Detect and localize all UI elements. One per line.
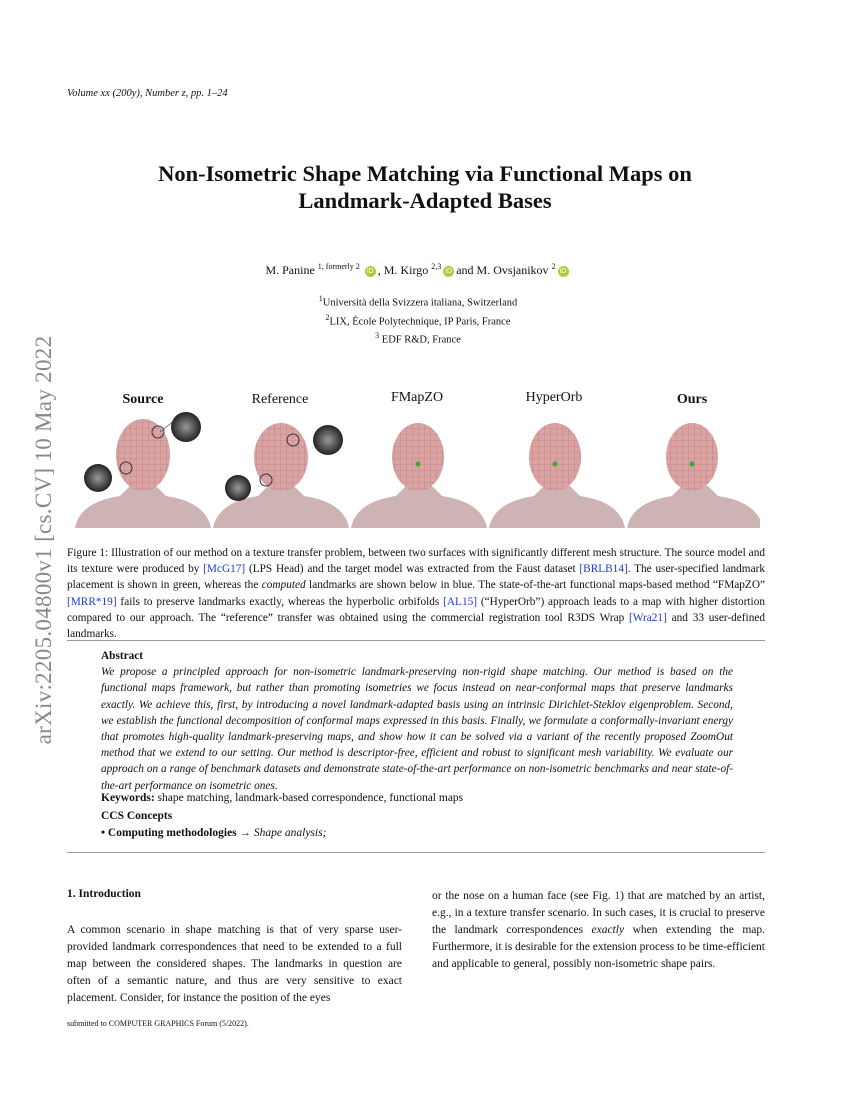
intro-text: ) that are matched by an artist, e.g., in a texture transfer scenario. In such cases, it is crucial to preserve the landmark correspondences — [432, 890, 766, 936]
abstract-text: We propose a principled approach for non-isometric landmark-preserving non-rigid shape matching. Our method is based on the functional maps framework, but rather than promoting isometries we focus instead on near-conformal maps that preserve landmarks exactly. We achieve this, first, by introducing a novel landmark-adapted basis using an intrinsic Dirichlet-Steklov eigenproblem. Second, we establish the functional decomposition of conformal maps expressed in this basis. Finally, we formulate a conformally-invariant energy that promotes high-quality landmark-preserving maps, and show how it can be solved via a variant of the recently proposed ZoomOut method that we extend to our setting. Our method is descriptor-free, efficient and robust to significant mesh variability. We evaluate our approach on a range of benchmark datasets and demonstrate state-of-the-art performance on non-isometric benchmarks and near state-of-the-art performance on isometric ones. — [101, 666, 733, 792]
abstract-heading: Abstract — [101, 650, 144, 662]
figure-caption — [67, 545, 765, 642]
head-reference — [213, 423, 349, 528]
paper-title — [0, 160, 850, 214]
ccs-heading: CCS Concepts — [101, 810, 173, 822]
caption-text: and 33 user-defined landmarks. — [67, 611, 766, 641]
author-sup: 1, formerly 2 — [317, 262, 360, 271]
citation-link[interactable]: [McG17] — [203, 563, 246, 576]
journal-header: Volume xx (200y), Number z, pp. 1–24 — [67, 88, 228, 99]
divider — [67, 640, 765, 641]
head-source — [75, 412, 211, 528]
caption-text: fails to preserve landmarks exactly, whereas the hyperbolic orbifolds — [116, 595, 444, 608]
aff-text: Università della Svizzera italiana, Switzerland — [322, 297, 518, 309]
affiliations — [0, 292, 836, 348]
caption-text: (“HyperOrb”) approach leads to a map with higher distortion compared to our approach. The “reference” transfer was obtained using the commercial registration tool R3DS Wrap — [67, 595, 765, 624]
section-heading: 1. Introduction — [67, 888, 141, 900]
citation-link[interactable]: [AL15] — [443, 595, 478, 608]
divider — [67, 852, 765, 853]
head-fmapzo — [351, 423, 487, 528]
keywords-text: shape matching, landmark-based correspondence, functional maps — [154, 792, 464, 804]
ccs-subject: Shape analysis; — [253, 827, 327, 839]
figure-1-heads — [70, 410, 760, 528]
figure-label-hyperorb: HyperOrb — [525, 390, 583, 405]
affiliation — [0, 329, 836, 348]
orcid-icon[interactable]: iD — [558, 266, 569, 277]
author-sup: 2,3 — [431, 262, 442, 271]
intro-right-column — [432, 888, 765, 973]
caption-text: landmarks are shown below in blue. The state-of-the-art functional maps-based method “FMapZO” — [305, 579, 765, 592]
figure-link[interactable]: 1 — [614, 890, 621, 902]
figure-label-fmapzo: FMapZO — [390, 390, 444, 405]
head-ours — [627, 423, 760, 528]
footer: submitted to COMPUTER GRAPHICS Forum (5/2022). — [67, 1019, 249, 1028]
ccs-item — [101, 827, 326, 839]
title-line: Non-Isometric Shape Matching via Functional Maps on — [158, 161, 692, 186]
intro-text: when extending the map. Furthermore, it is desirable for the extension process to be time-efficient and applicable to general, possibly non-isometric shape pairs. — [432, 924, 766, 970]
abstract — [101, 648, 733, 794]
arxiv-stamp: arXiv:2205.04800v1 [cs.CV] 10 May 2022 — [31, 335, 56, 745]
authors — [0, 262, 836, 278]
author-sup: 2 — [551, 262, 556, 271]
aff-sup: 3 — [375, 331, 380, 340]
caption-emphasis: computed — [261, 579, 306, 592]
citation-link[interactable]: [Wra21] — [629, 611, 667, 624]
figure-label-reference: Reference — [251, 392, 309, 407]
aff-text: LIX, École Polytechnique, IP Paris, France — [329, 316, 511, 327]
figure-label-source: Source — [122, 392, 164, 407]
citation-link[interactable]: [MRR*19] — [67, 595, 117, 608]
intro-left-column: A common scenario in shape matching is that of very sparse user-provided landmark correspondences that need to be extended to a full map between the considered shapes. The landmarks in question are often of a semantic nature, and thus are very sensitive to exact placement. Consider, for instance the position of the eyes — [67, 924, 402, 1004]
intro-emphasis: exactly — [591, 924, 625, 936]
aff-text: EDF R&D, France — [379, 334, 461, 346]
aff-sup: 1 — [318, 294, 323, 303]
affiliation — [0, 292, 836, 311]
aff-sup: 2 — [325, 312, 330, 322]
citation-link[interactable]: [BRLB14] — [579, 563, 628, 576]
ccs-category: • Computing methodologies — [101, 827, 237, 839]
caption-text: (LPS Head) and the target model was extracted from the Faust dataset — [245, 563, 580, 576]
caption-text: Figure 1: Illustration of our method on a texture transfer problem, between two surfaces with significantly different mesh structure. The source model and its texture were produced by — [67, 547, 765, 576]
intro-text: or the nose on a human face (see Fig. — [432, 890, 615, 902]
orcid-icon[interactable]: iD — [365, 266, 376, 277]
arrow-icon: → — [236, 827, 254, 839]
title-line: Landmark-Adapted Bases — [298, 188, 552, 213]
author-name: , M. Kirgo — [377, 263, 429, 277]
author-name: and M. Ovsjanikov — [456, 263, 549, 277]
figure-label-ours: Ours — [676, 392, 708, 407]
caption-text: . The user-specified landmark placement is shown in green, whereas the — [67, 563, 766, 592]
orcid-icon[interactable]: iD — [443, 266, 454, 277]
keywords-label: Keywords: — [101, 792, 155, 804]
keywords — [101, 792, 463, 804]
affiliation — [0, 311, 836, 330]
head-hyperorb — [489, 423, 625, 528]
author-name: M. Panine — [265, 263, 315, 277]
